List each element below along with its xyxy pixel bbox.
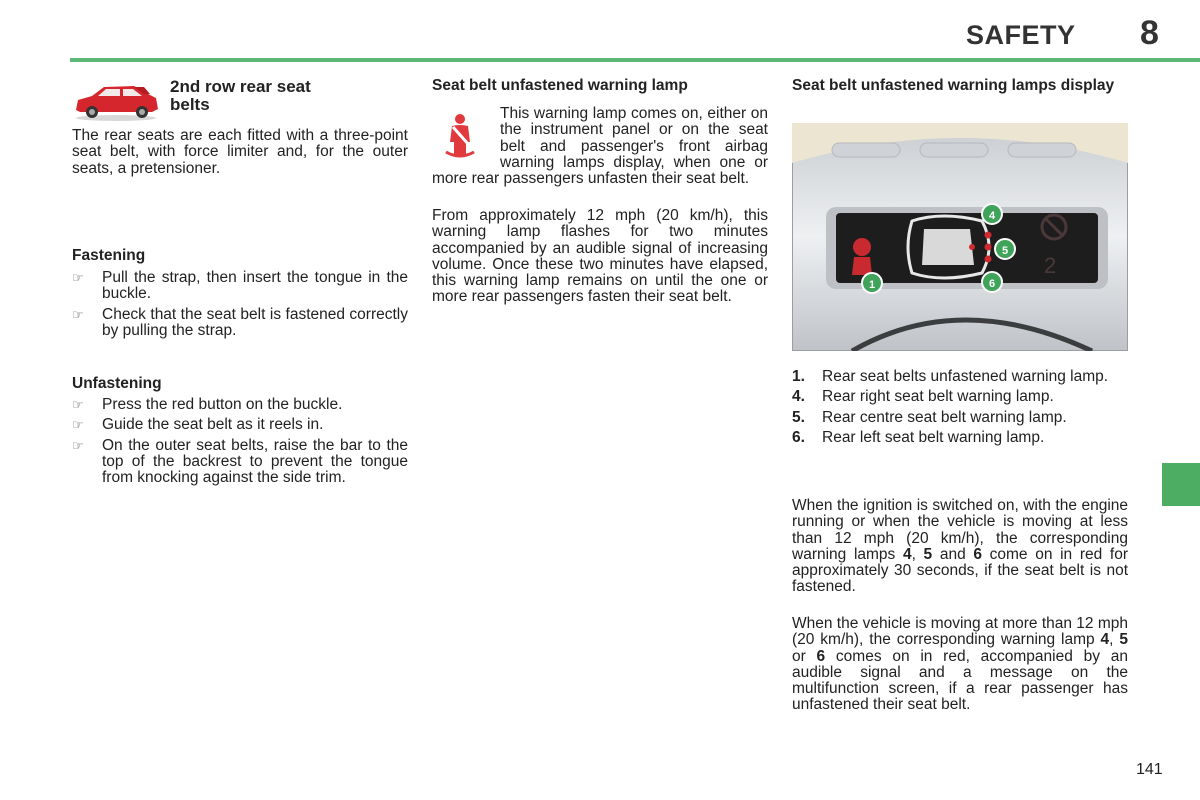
warning-lamp-paragraph-2: From approximately 12 mph (20 km/h), this warning lamp flashes for two minutes accompanied by an audible signal of increasing volume. Once these two minutes have elapsed, this warning lamp remains on until the one or more rear passengers fasten their seat belt.	[432, 207, 768, 306]
chapter-title: SAFETY	[966, 20, 1076, 50]
callout-6: 6	[988, 278, 996, 290]
warning-lamp-heading: Seat belt unfastened warning lamp	[432, 77, 688, 94]
list-item: ☞ Press the red button on the buckle.	[72, 396, 343, 413]
list-item: ☞ Check that the seat belt is fastened correctly by pulling the strap.	[72, 305, 408, 339]
section-title	[170, 78, 311, 114]
pointing-hand-icon: ☞	[72, 270, 84, 285]
section-title-line2: belts	[170, 95, 210, 114]
list-item: ☞ Guide the seat belt as it reels in.	[72, 416, 324, 434]
pointing-hand-icon: ☞	[72, 437, 84, 453]
callout-4: 4	[988, 210, 996, 222]
pointing-hand-icon: ☞	[72, 306, 84, 322]
intro-paragraph: The rear seats are each fitted with a three-point seat belt, with force limiter and, for the outer seats, a pretensioner.	[72, 127, 408, 177]
fastening-heading: Fastening	[72, 247, 146, 264]
page-number: 141	[1136, 761, 1163, 778]
warning-display-figure	[792, 123, 1128, 351]
pointing-hand-icon: ☞	[72, 397, 84, 412]
callout-1: 1	[868, 279, 876, 291]
warning-lamp-paragraph-1: This warning lamp comes on, either on the instrument panel or on the seat belt and passenger's front airbag warning lamps display, when one or more rear passengers unfasten their seat belt.	[432, 105, 768, 188]
pointing-hand-icon: ☞	[72, 417, 84, 433]
legend-item: 4. Rear right seat belt warning lamp.	[792, 388, 1054, 406]
chapter-side-tab	[1162, 463, 1200, 506]
svg-text:2: 2	[1044, 253, 1057, 278]
legend-item: 1. Rear seat belts unfastened warning lamp.	[792, 368, 1109, 385]
display-heading: Seat belt unfastened warning lamps display	[792, 77, 1115, 94]
ignition-paragraph: When the ignition is switched on, with the engine running or when the vehicle is moving at less than 12 mph (20 km/h), the corresponding warning lamps 4, 5 and 6 come on in red for approximately 30 seconds, if the seat belt is not fastened.	[792, 497, 1128, 596]
car-icon	[72, 82, 160, 122]
list-item: ☞ On the outer seat belts, raise the bar to the top of the backrest to prevent the tongue from knocking against the side trim.	[72, 436, 408, 487]
legend-item: 6. Rear left seat belt warning lamp.	[792, 428, 1045, 446]
list-item: ☞ Pull the strap, then insert the tongue in the buckle.	[72, 269, 408, 303]
callout-5: 5	[1001, 245, 1009, 257]
unfastening-list	[72, 397, 408, 490]
chapter-number: 8	[1140, 14, 1159, 52]
header-rule	[70, 58, 1200, 62]
figure-legend	[792, 369, 1128, 450]
fastening-list	[72, 270, 408, 343]
section-title-line1: 2nd row rear seat	[170, 77, 311, 96]
legend-item: 5. Rear centre seat belt warning lamp.	[792, 408, 1067, 426]
moving-paragraph: When the vehicle is moving at more than 12 mph (20 km/h), the corresponding warning lamp 4, 5 or 6 comes on in red, accompanied by an audible signal and a message on the multifunction screen, if a rear passenger has unfastened their seat belt.	[792, 615, 1129, 714]
unfastening-heading: Unfastening	[72, 375, 162, 392]
